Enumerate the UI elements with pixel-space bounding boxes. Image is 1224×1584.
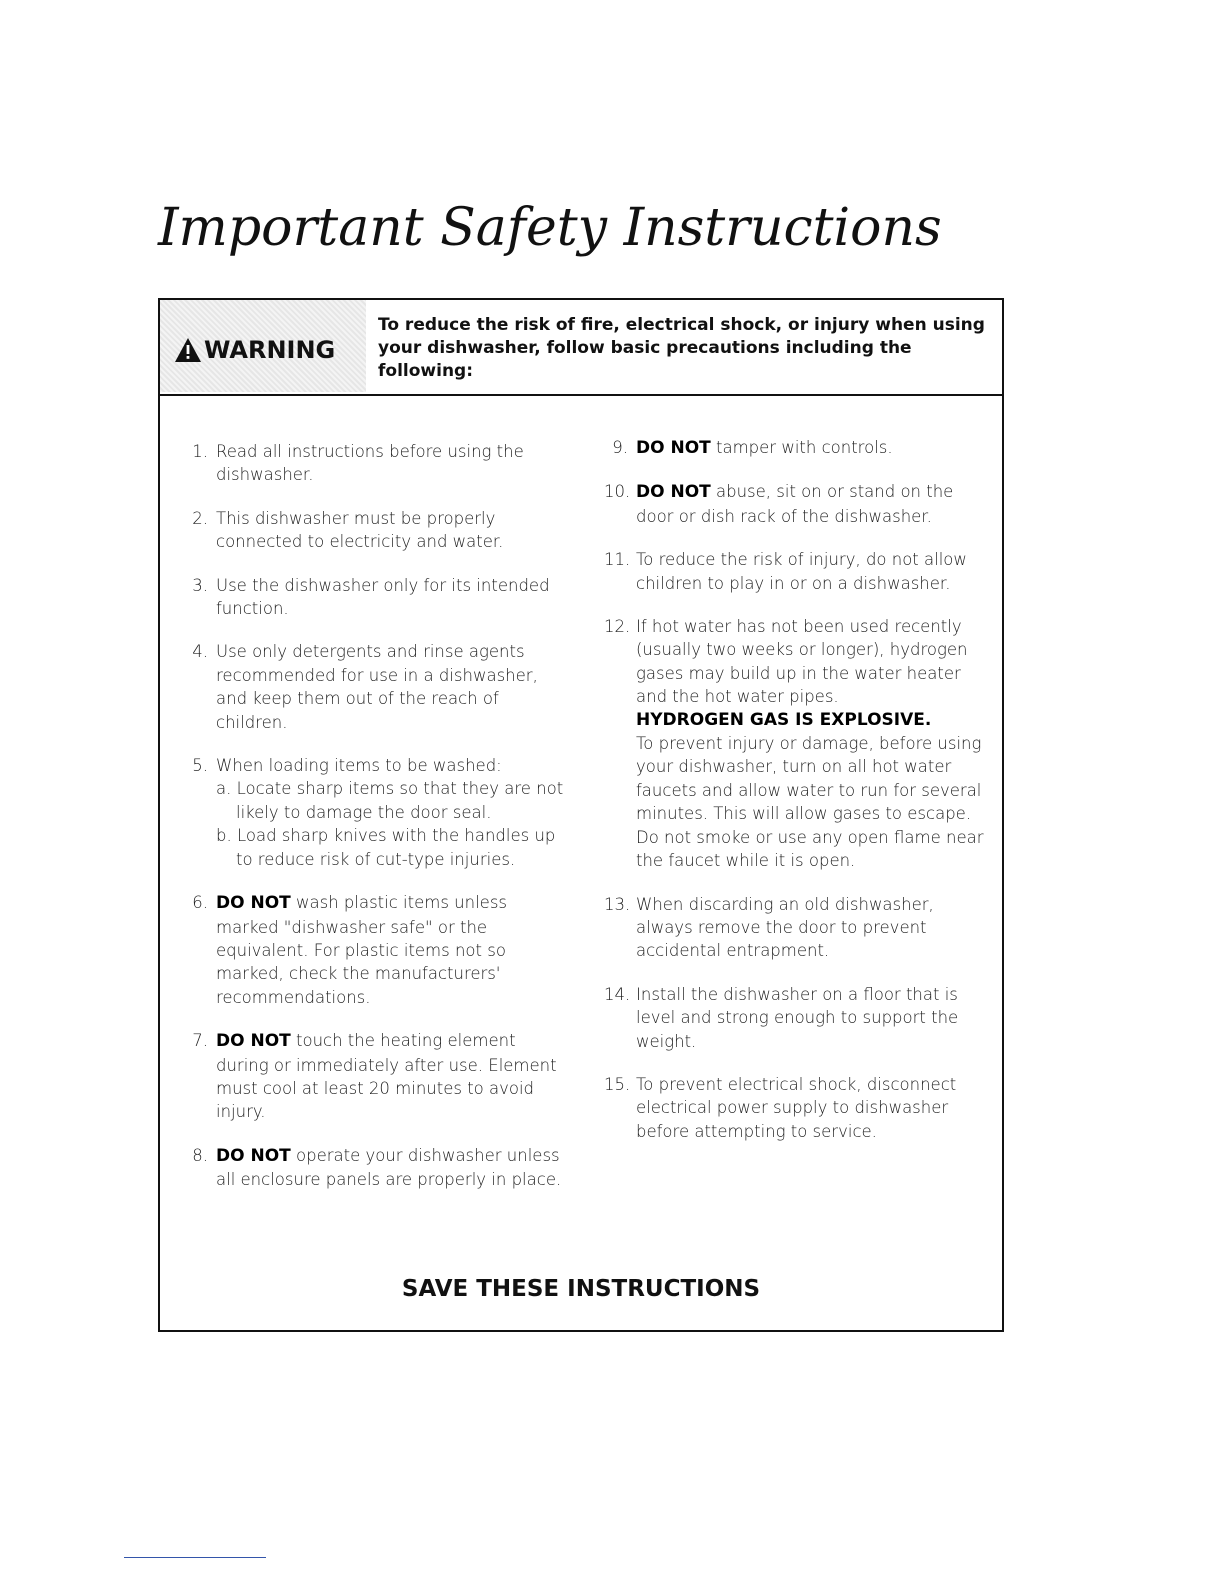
list-item xyxy=(184,891,564,1009)
item-number: 9. xyxy=(612,438,628,457)
item-number: 3. xyxy=(192,575,208,595)
item-number: 8. xyxy=(192,1145,208,1165)
safety-box xyxy=(158,298,1004,1332)
hydrogen-warning: HYDROGEN GAS IS EXPLOSIVE. xyxy=(636,709,932,730)
item-text: Install the dishwasher on a floor that is level and strong enough to support the weight. xyxy=(636,984,959,1051)
item-number: 13. xyxy=(604,894,631,914)
page-title: Important Safety Instructions xyxy=(158,198,942,258)
instructions-left-column xyxy=(184,440,564,1212)
footer-rule xyxy=(124,1557,266,1558)
item-text: tamper with controls. xyxy=(710,438,893,457)
item-bold: DO NOT xyxy=(216,1145,291,1166)
item-text: Use only detergents and rinse agents recommended for use in a dishwasher, and keep them out of the reach of children. xyxy=(216,642,538,732)
warning-badge xyxy=(160,300,366,392)
item-text: touch the heating element during or immediately after use. Element must cool at least 20 minutes to avoid injury. xyxy=(216,1031,557,1122)
list-item xyxy=(184,507,564,554)
list-item xyxy=(184,754,564,871)
item-bold: DO NOT xyxy=(636,482,711,503)
item-text: Read all instructions before using the dishwasher. xyxy=(216,442,524,485)
item-text: To reduce the risk of injury, do not allow children to play in or on a dishwasher. xyxy=(636,550,967,593)
item-bold: DO NOT xyxy=(216,1031,291,1052)
sub-item-b: b. Load sharp knives with the handles up to reduce risk of cut-type injuries. xyxy=(216,826,556,869)
item-number: 6. xyxy=(192,893,208,913)
save-instructions-heading: SAVE THESE INSTRUCTIONS xyxy=(401,1276,761,1302)
item-text: Use the dishwasher only for its intended function. xyxy=(216,575,550,619)
list-item xyxy=(604,480,994,528)
warning-label: WARNING xyxy=(204,336,336,364)
sub-item-a: a. Locate sharp items so that they are not likely to damage the door seal. xyxy=(216,779,564,822)
list-item xyxy=(604,548,994,595)
list-item xyxy=(604,983,994,1053)
item-number: 2. xyxy=(192,508,208,528)
item-number: 15. xyxy=(604,1074,631,1094)
item-number: 12. xyxy=(604,617,631,637)
item-number: 1. xyxy=(192,442,208,461)
list-item xyxy=(604,1073,994,1143)
warning-label-group xyxy=(174,336,335,364)
item-number: 11. xyxy=(604,550,631,570)
item-text: To prevent electrical shock, disconnect electrical power supply to dishwasher before attempting to service. xyxy=(636,1074,957,1141)
item-text-after: To prevent injury or damage, before using your dishwasher, turn on all hot water faucets and allow water to run for several minutes. This will allow gases to escape. Do not smoke or use any open flame near the faucet while it is open. xyxy=(636,734,984,871)
list-item xyxy=(604,893,994,963)
list-item xyxy=(184,1144,564,1192)
list-item xyxy=(184,574,564,621)
warning-triangle-icon xyxy=(174,337,202,363)
item-number: 7. xyxy=(192,1031,208,1051)
item-bold: DO NOT xyxy=(216,893,291,914)
item-number: 4. xyxy=(192,642,208,662)
item-text: operate your dishwasher unless all enclosure panels are properly in place. xyxy=(216,1145,562,1190)
warning-text: To reduce the risk of fire, electrical shock, or injury when using your dishwasher, follow basic precautions including the following: xyxy=(378,315,985,381)
item-text: wash plastic items unless marked "dishwasher safe" or the equivalent. For plastic items not so marked, check the manufacturers' recommendations. xyxy=(216,893,508,1007)
list-item xyxy=(184,440,564,487)
list-item xyxy=(604,615,994,872)
item-text: When loading items to be washed: xyxy=(216,756,502,776)
list-item xyxy=(184,640,564,734)
warning-header xyxy=(160,300,1002,396)
instructions-right-column xyxy=(604,436,994,1163)
item-text: When discarding an old dishwasher, always remove the door to prevent accidental entrapment. xyxy=(636,894,934,961)
item-bold: DO NOT xyxy=(636,438,711,458)
item-text: This dishwasher must be properly connected to electricity and water. xyxy=(216,508,504,552)
item-number: 10. xyxy=(604,482,631,502)
item-number: 5. xyxy=(192,756,208,776)
item-text: If hot water has not been used recently (usually two weeks or longer), hydrogen gases may build up in the water heater and the hot water pipes. xyxy=(636,617,968,707)
item-text: abuse, sit on or stand on the door or dish rack of the dishwasher. xyxy=(636,482,954,526)
list-item xyxy=(604,436,994,460)
list-item xyxy=(184,1029,564,1124)
item-number: 14. xyxy=(604,984,631,1004)
